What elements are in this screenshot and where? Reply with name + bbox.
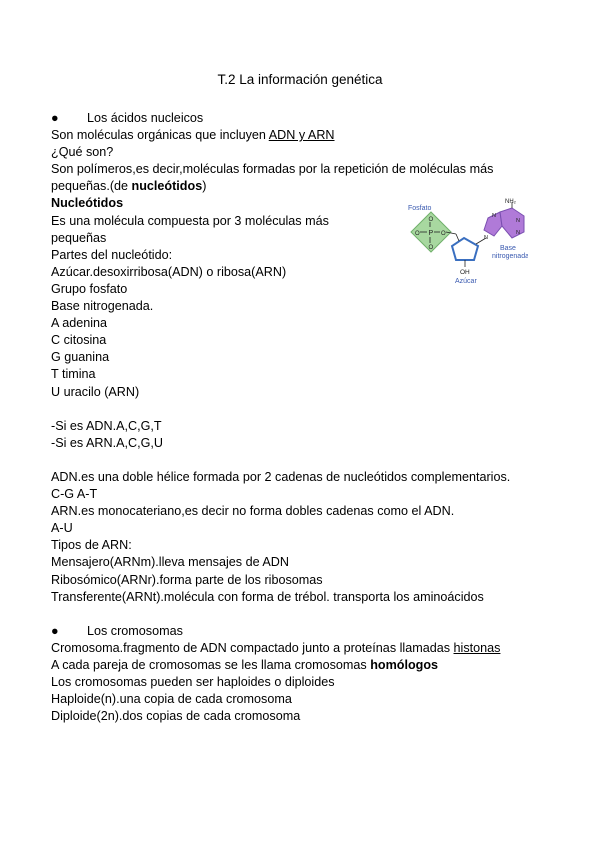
text-line: Es una molécula compuesta por 3 moléculas más <box>51 213 329 228</box>
spacer <box>51 401 571 418</box>
bullet-icon: ● <box>51 111 59 125</box>
label-fosfato: Fosfato <box>408 205 432 212</box>
label-nh2: NH₂ <box>505 199 516 205</box>
label-n: N <box>516 230 520 236</box>
label-p: P <box>428 230 434 237</box>
label-o-bottom: O <box>428 245 434 251</box>
text-line: A-U <box>51 521 73 536</box>
sugar-shape <box>452 238 478 260</box>
text-line: Azúcar.desoxirribosa(ADN) o ribosa(ARN) <box>51 264 287 279</box>
spacer <box>51 606 571 623</box>
text-line: Diploide(2n).dos copias de cada cromosoma <box>51 709 301 724</box>
text-line: Transferente(ARNt).molécula con forma de trébol. transporta los aminoácidos <box>51 589 484 604</box>
spacer <box>51 452 571 469</box>
text-line: Base nitrogenada. <box>51 299 154 314</box>
text-line: ARN.es monocateriano,es decir no forma dobles cadenas como el ADN. <box>51 504 455 519</box>
text-line: Tipos de ARN: <box>51 538 132 553</box>
text-line: -Si es ADN.A,C,G,T <box>51 418 162 433</box>
text-line: G guanina <box>51 350 110 365</box>
label-o-top: O <box>428 217 434 223</box>
label-n: N <box>492 213 496 219</box>
text-line: Son polímeros,es decir,moléculas formadas por la repetición de moléculas más <box>51 162 494 177</box>
label-oh: OH <box>460 269 470 276</box>
label-azucar: Azúcar <box>455 278 477 285</box>
text-line: ¿Qué son? <box>51 145 114 160</box>
label-o-left: O <box>415 231 420 237</box>
section-heading-acidos: ● Los ácidos nucleicos <box>51 110 571 127</box>
text-line: C citosina <box>51 333 107 348</box>
text-line: Cromosoma.fragmento de ADN compactado junto a proteínas llamadas histonas <box>51 640 501 655</box>
text-line: Grupo fosfato <box>51 281 128 296</box>
label-base: Base <box>500 245 516 252</box>
text-line: A adenina <box>51 316 108 331</box>
text-line: ADN.es una doble hélice formada por 2 cadenas de nucleótidos complementarios. <box>51 469 511 484</box>
nucleotide-diagram <box>404 196 528 288</box>
bullet-icon: ● <box>51 623 59 638</box>
section-heading-cromosomas: ● Los cromosomas <box>51 623 571 640</box>
text-line: -Si es ARN.A,C,G,U <box>51 435 163 450</box>
text-line: A cada pareja de cromosomas se les llama cromosomas homólogos <box>51 658 439 672</box>
text-line: pequeñas <box>51 230 107 245</box>
label-n: N <box>516 218 520 224</box>
label-n: N <box>484 235 488 241</box>
subheading-nucleotidos: Nucleótidos <box>51 196 124 211</box>
text-line: Son moléculas orgánicas que incluyen ADN y ARN <box>51 128 335 143</box>
text-line: Mensajero(ARNm).lleva mensajes de ADN <box>51 555 289 570</box>
text-line: Los cromosomas pueden ser haploides o diploides <box>51 675 335 690</box>
nucleotide-illustration <box>404 196 528 288</box>
page-title: T.2 La información genética <box>217 72 383 87</box>
label-o-right: O <box>441 231 446 237</box>
underlined-text: histonas <box>453 640 501 655</box>
text-line: Ribosómico(ARNr).forma parte de los ribosomas <box>51 572 323 587</box>
text-line: Partes del nucleótido: <box>51 247 173 262</box>
text-line: Haploide(n).una copia de cada cromosoma <box>51 692 292 707</box>
text-line: T timina <box>51 367 96 382</box>
text-line: U uracilo (ARN) <box>51 384 140 399</box>
underlined-text: ADN y ARN <box>268 128 335 143</box>
base-hexagon-shape <box>500 208 524 238</box>
text-line: pequeñas.(de nucleótidos) <box>51 179 207 194</box>
text-line: C-G A-T <box>51 487 98 502</box>
label-nitrogenada: nitrogenada <box>492 253 528 260</box>
